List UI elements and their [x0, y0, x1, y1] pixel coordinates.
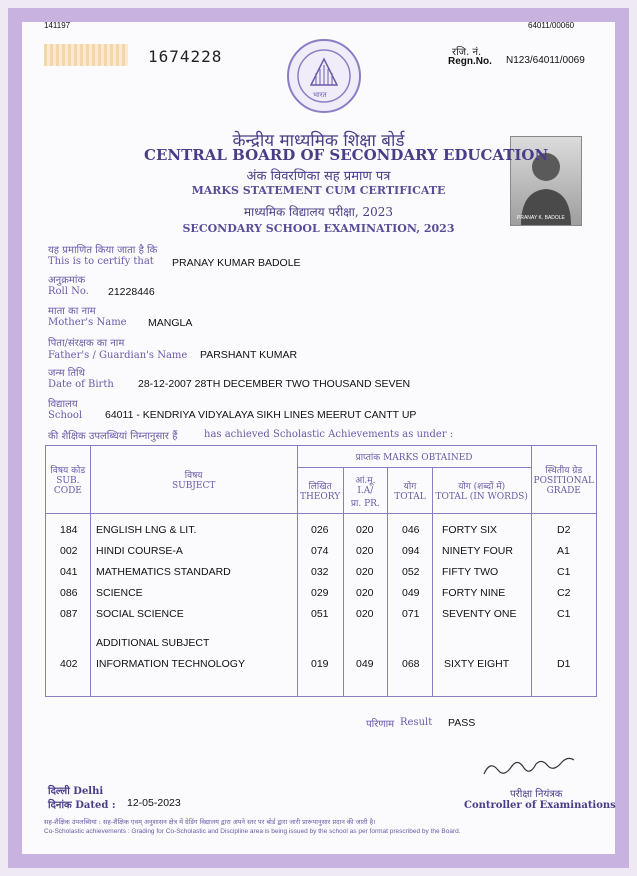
- co-scholastic-note: Co-Scholastic achievements : Grading for Co-Scholastic and Discipline area is being issued by the school as per format prescribed by the Board.: [44, 828, 461, 835]
- mother-label: Mother's Name: [48, 317, 127, 328]
- school-hindi: विद्यालय: [48, 399, 78, 410]
- result-label: Result: [400, 717, 433, 728]
- certify-hindi: यह प्रमाणित किया जाता है कि: [48, 245, 158, 256]
- emblem-caption: भारत: [313, 91, 327, 99]
- title-hindi: अंक विवरणिका सह प्रमाण पत्र: [246, 169, 391, 184]
- place-label: दिल्ली Delhi: [48, 786, 104, 797]
- father-name: PARSHANT KUMAR: [200, 349, 298, 361]
- controller-title: Controller of Examinations: [464, 800, 616, 811]
- dob-label: Date of Birth: [48, 379, 114, 390]
- school-label: School: [48, 410, 83, 421]
- photo-caption: PRANAY K. BADOLE: [517, 215, 565, 221]
- issue-date: 12-05-2023: [127, 797, 181, 809]
- header-ia: आं.मू. I.A/ प्रा. PR.: [343, 468, 388, 514]
- exam-hindi: माध्यमिक विद्यालय परीक्षा, 2023: [243, 205, 394, 219]
- dated-label: दिनांक Dated :: [48, 800, 116, 811]
- regn-label: Regn.No.: [448, 56, 492, 67]
- header-subcode: विषय कोड SUB. CODE: [46, 446, 91, 514]
- roll-label: Roll No.: [48, 286, 89, 297]
- father-hindi: पिता/संरक्षक का नाम: [48, 338, 125, 349]
- achievement-label: has achieved Scholastic Achievements as under :: [204, 429, 454, 440]
- controller-hindi: परीक्षा नियंत्रक: [510, 789, 563, 800]
- exam-title: SECONDARY SCHOOL EXAMINATION, 2023: [182, 222, 455, 235]
- board-name: CENTRAL BOARD OF SECONDARY EDUCATION: [144, 146, 549, 164]
- additional-subject-label: ADDITIONAL SUBJECT: [96, 637, 210, 649]
- result-value: PASS: [448, 717, 476, 729]
- mother-name: MANGLA: [148, 317, 193, 329]
- security-strip: [44, 44, 128, 66]
- header-grade: स्थितीय ग्रेड POSITIONAL GRADE: [531, 446, 597, 514]
- header-subject: विषय SUBJECT: [90, 446, 297, 514]
- mother-hindi: माता का नाम: [48, 306, 96, 317]
- header-total: योग TOTAL: [388, 468, 433, 514]
- certify-label: This is to certify that: [48, 256, 154, 267]
- student-name: PRANAY KUMAR BADOLE: [172, 257, 301, 269]
- serial-right: 64011/00060: [528, 21, 575, 30]
- controller-signature: [478, 752, 578, 782]
- header-theory: लिखित THEORY: [297, 468, 343, 514]
- dob-hindi: जन्म तिथि: [48, 368, 86, 379]
- roll-hindi: अनुक्रमांक: [48, 275, 86, 286]
- father-label: Father's / Guardian's Name: [48, 350, 188, 361]
- regn-label-hindi: रजि. नं.: [452, 47, 482, 58]
- achievement-hindi: की शैक्षिक उपलब्धियां निम्नानुसार हैं: [48, 431, 178, 442]
- co-scholastic-note-hindi: सह-शैक्षिक उपलब्धियां : सह-शैक्षिक एवम् अनुशासन क्षेत्र में ग्रेडिंग विद्यालय द्वारा अपने स्तर पर बोर्ड द्वारा जारी प्रारूपानुसार प्रदान की जाती है।: [44, 818, 376, 826]
- school-name: 64011 - KENDRIYA VIDYALAYA SIKH LINES MEERUT CANTT UP: [105, 409, 417, 421]
- date-of-birth: 28-12-2007 28TH DECEMBER TWO THOUSAND SEVEN: [138, 378, 411, 390]
- certificate-number: 1674228: [148, 47, 223, 66]
- cbse-emblem: [287, 39, 361, 113]
- regn-number: N123/64011/0069: [506, 55, 585, 66]
- roll-number: 21228446: [108, 286, 155, 298]
- serial-left: 141197: [44, 21, 71, 30]
- board-name-hindi: केन्द्रीय माध्यमिक शिक्षा बोर्ड: [232, 131, 405, 151]
- header-total-words: योग (शब्दों में) TOTAL (IN WORDS): [432, 468, 531, 514]
- title: MARKS STATEMENT CUM CERTIFICATE: [191, 184, 446, 197]
- header-marks-obtained: प्राप्तांक MARKS OBTAINED: [297, 446, 531, 468]
- result-hindi: परिणाम: [366, 719, 395, 730]
